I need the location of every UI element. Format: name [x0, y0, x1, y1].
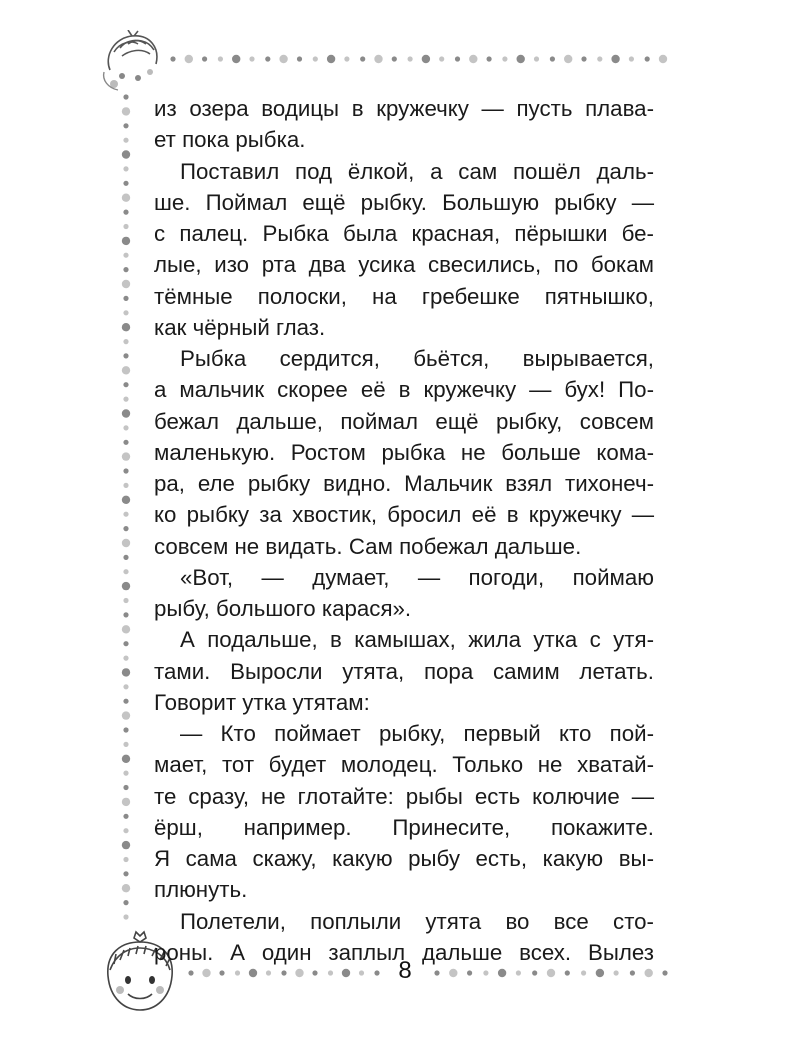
text-line: — Кто поймает рыбку, первый кто пой-: [180, 721, 654, 746]
text-line: маленькую. Ростом рыбка не больше кома-: [154, 439, 654, 465]
text-line: ко рыбку за хвостик, бросил её в кружечку —: [154, 502, 654, 528]
text-line: роны. А один заплыл дальше всех. Вылез: [154, 939, 654, 965]
decorative-dotted-border-left: [118, 92, 134, 922]
text-line: Говорит утка утятам:: [154, 689, 370, 715]
decorative-dotted-border-bottom-left: [186, 966, 382, 980]
text-line: Рыбка сердится, бьётся, вырывается,: [180, 346, 654, 371]
text-line: тёмные полоски, на гребешке пятнышко,: [154, 283, 654, 309]
text-line: лые, изо рта два усика свесились, по бокам: [154, 252, 654, 278]
text-line: А подальше, в камышах, жила утка с утя-: [180, 627, 654, 653]
text-line: ра, еле рыбку видно. Мальчик взял тихонеч-: [154, 471, 654, 496]
text-line: с палец. Рыбка была красная, пёрышки бе-: [154, 221, 654, 246]
text-line: ет пока рыбка.: [154, 127, 306, 153]
text-line: Полетели, поплыли утята во все сто-: [180, 908, 654, 934]
text-line: Поставил под ёлкой, а сам пошёл даль-: [180, 158, 654, 184]
text-line: «Вот, — думает, — погоди, поймаю: [180, 564, 654, 590]
text-line: Я сама скажу, какую рыбу есть, какую вы-: [154, 846, 654, 871]
decorative-dotted-border-bottom-right: [432, 966, 670, 980]
text-line: плюнуть.: [154, 877, 248, 903]
text-line: рыбу, большого карася».: [154, 596, 412, 621]
text-line: совсем не видать. Сам побежал дальше.: [154, 533, 582, 559]
text-line: а мальчик скорее её в кружечку — бух! По-: [154, 377, 654, 403]
girl-head-illustration-top: [98, 30, 164, 92]
decorative-dotted-border-top: [168, 52, 668, 66]
text-line: ше. Поймал ещё рыбку. Большую рыбку —: [154, 189, 654, 215]
text-line: мает, тот будет молодец. Только не хватай-: [154, 752, 654, 778]
text-line: из озера водицы в кружечку — пусть плава-: [154, 96, 654, 121]
text-line: тами. Выросли утята, пора самим летать.: [154, 658, 654, 684]
story-text: [154, 93, 654, 968]
text-line: те сразу, не глотайте: рыбы есть колючие —: [154, 783, 654, 809]
text-line: ёрш, например. Принесите, покажите.: [154, 814, 654, 840]
text-line: как чёрный глаз.: [154, 314, 326, 340]
text-line: бежал дальше, поймал ещё рыбку, совсем: [154, 408, 654, 434]
page-number: 8: [398, 957, 412, 984]
